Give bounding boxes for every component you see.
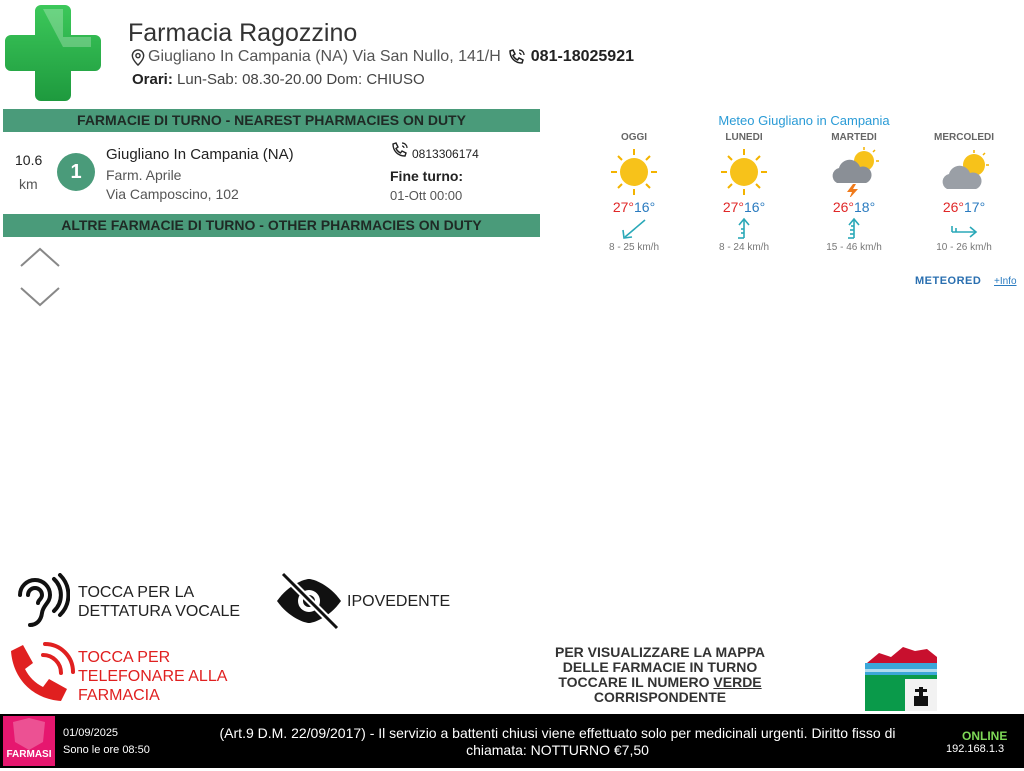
- sun-icon: [609, 147, 659, 197]
- weather-day-label: LUNEDI: [725, 132, 763, 143]
- sun-icon: [719, 147, 769, 197]
- current-time: Sono le ore 08:50: [63, 744, 150, 756]
- distance-value: 10.6: [15, 152, 43, 168]
- temp-min: 16°: [634, 199, 656, 215]
- wind-speed: 8 - 25 km/h: [608, 242, 660, 253]
- temp-min: 16°: [744, 199, 766, 215]
- phone-call-icon: [5, 641, 77, 711]
- pharmacy-cross-logo: [3, 3, 103, 103]
- weather-info-link[interactable]: +Info: [994, 276, 1017, 287]
- voice-label-line: TOCCA PER LA: [78, 584, 195, 601]
- entry-pharmacy-name: Farm. Aprile: [106, 167, 182, 183]
- map-instruction-line: TOCCARE IL NUMERO: [558, 674, 714, 690]
- map-instructions: [540, 645, 780, 705]
- eye-slash-icon: [275, 572, 343, 630]
- hours-label: Orari:: [132, 71, 173, 88]
- meteored-brand: METEORED: [915, 275, 982, 287]
- entry-phone[interactable]: [390, 141, 479, 161]
- entry-phone-number: 0813306174: [412, 147, 479, 161]
- phone-ring-icon: [390, 141, 410, 161]
- call-label-line: TOCCA PER: [78, 649, 171, 666]
- call-label-line: FARMACIA: [78, 687, 160, 704]
- region-emblem-icon[interactable]: [865, 641, 937, 711]
- map-number-badge[interactable]: 1: [57, 153, 95, 191]
- temp-max: 27°: [612, 199, 634, 215]
- weather-day: [704, 132, 784, 253]
- weather-day-label: MARTEDI: [831, 132, 877, 143]
- ip-address: 192.168.1.3: [946, 743, 1005, 755]
- location-pin-icon: [130, 49, 146, 66]
- pharmacy-name: Farmacia Ragozzino: [128, 19, 358, 47]
- other-duty-header: ALTRE FARMACIE DI TURNO - OTHER PHARMACIES ON DUTY: [3, 214, 540, 237]
- pharmacy-address: Giugliano In Campania (NA) Via San Nullo, 141/H: [148, 48, 501, 65]
- temp-max: 27°: [722, 199, 744, 215]
- shift-end-value: 01-Ott 00:00: [390, 188, 463, 203]
- weather-title: Meteo Giugliano in Campania: [718, 113, 890, 128]
- hours-value: Lun-Sab: 08.30-20.00 Dom: CHIUSO: [177, 71, 425, 88]
- map-instruction-line: PER VISUALIZZARE LA MAPPA: [554, 644, 765, 660]
- wind-south-icon: [729, 217, 759, 241]
- farmasi-logo-text: FARMASI: [6, 749, 52, 760]
- map-instruction-line: CORRISPONDENTE: [593, 689, 727, 705]
- wind-speed: 8 - 24 km/h: [718, 242, 770, 253]
- shift-end-label: Fine turno:: [390, 168, 464, 184]
- opening-hours: [132, 71, 425, 88]
- voice-dictation-label: [78, 583, 240, 621]
- wind-west-icon: [949, 217, 979, 241]
- current-date: 01/09/2025: [63, 727, 119, 739]
- call-pharmacy-label: [78, 648, 227, 705]
- temp-min: 17°: [964, 199, 986, 215]
- on-duty-header: FARMACIE DI TURNO - NEAREST PHARMACIES ON DUTY: [3, 109, 540, 132]
- legal-notice: (Art.9 D.M. 22/09/2017) - Il servizio a battenti chiusi viene effettuato solo per medicinali urgenti. Diritto fisso di chiamata: NOTTURNO €7,50: [219, 725, 896, 758]
- distance-unit: km: [19, 176, 38, 192]
- call-label-line: TELEFONARE ALLA: [78, 668, 228, 685]
- farmasi-logo-mark-icon: [3, 716, 55, 766]
- temp-max: 26°: [832, 199, 854, 215]
- farmasi-logo: [3, 716, 55, 766]
- ear-hearing-icon: [10, 573, 70, 629]
- map-instruction-line: DELLE FARMACIE IN TURNO: [562, 659, 758, 675]
- verde-word: VERDE: [713, 674, 762, 690]
- pharmacy-phone[interactable]: 081-18025921: [530, 48, 634, 65]
- thunderstorm-icon: [829, 147, 879, 197]
- temp-min: 18°: [854, 199, 876, 215]
- temp-max: 26°: [942, 199, 964, 215]
- voice-label-line: DETTATURA VOCALE: [78, 603, 241, 620]
- phone-ring-icon: [507, 48, 527, 66]
- weather-day: [814, 132, 894, 253]
- partly-cloudy-icon: [939, 147, 989, 197]
- low-vision-label: IPOVEDENTE: [347, 593, 451, 610]
- wind-southwest-icon: [619, 217, 649, 241]
- wind-south-icon: [839, 217, 869, 241]
- connection-status: ONLINE: [962, 729, 1008, 743]
- weather-day: [924, 132, 1004, 253]
- scroll-down-chevron-icon[interactable]: [19, 286, 61, 308]
- weather-day-label: OGGI: [620, 132, 648, 143]
- entry-city: Giugliano In Campania (NA): [106, 146, 294, 163]
- wind-speed: 10 - 26 km/h: [936, 242, 992, 253]
- scroll-up-chevron-icon[interactable]: [19, 246, 61, 268]
- weather-day-label: MERCOLEDI: [934, 132, 994, 143]
- weather-day: [594, 132, 674, 253]
- entry-street: Via Camposcino, 102: [106, 186, 239, 202]
- wind-speed: 15 - 46 km/h: [826, 242, 882, 253]
- address-line: [130, 48, 634, 66]
